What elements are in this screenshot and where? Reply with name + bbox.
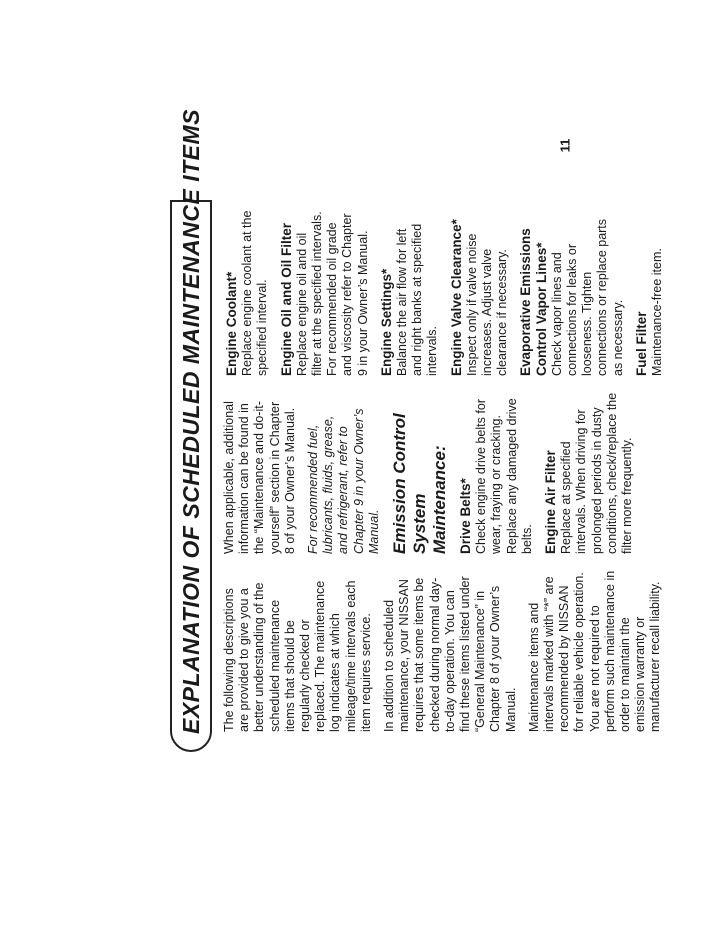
air-filter-heading: Engine Air Filter — [543, 450, 559, 554]
column-1 — [222, 570, 672, 732]
page-number: 11 — [557, 138, 573, 153]
fluids-reference-paragraph: For recommended fuel, lubricants, fluids, grease, and refrigerant, refer to Chapter 9 in your Owner’s Manual. — [306, 408, 381, 554]
additional-info-paragraph: When applicable, additional information can be found in the “Maintenance and do-it-yourself” section in Chapter 8 of your Owner’s Manual. — [222, 401, 297, 554]
column-3 — [222, 206, 673, 376]
settings-heading: Engine Settings* — [378, 268, 394, 376]
coolant-text: Replace engine coolant at the specified interval. — [240, 210, 270, 376]
evap-heading: Evaporative Emissions Control Vapor Lines* — [518, 228, 549, 376]
evap-text: Check vapor lines and connections for leaks or looseness. Tighten connections or replace parts as necessary. — [549, 218, 625, 376]
column-2 — [222, 392, 643, 554]
fuel-filter-text: Maintenance-free item. — [650, 248, 665, 376]
fuel-filter-heading: Fuel Filter — [633, 311, 649, 376]
valve-text: Inspect only if valve noise increases. Adjust valve clearance if necessary. — [464, 233, 510, 376]
air-filter-text: Replace at specified intervals. When driving for prolonged periods in dusty conditions, check/replace the filter more frequently. — [559, 392, 635, 554]
coolant-heading: Engine Coolant* — [224, 271, 239, 376]
emission-section-heading: Emission Control System Maintenance: — [390, 413, 450, 554]
oil-text: Replace engine oil and oil filter at the specified intervals. For recommended oil grade and viscosity refer to Chapter 9 in your Owner’s Manual. — [294, 211, 370, 376]
page-title: EXPLANATION OF SCHEDULED MAINTENANCE ITEMS — [177, 109, 204, 734]
valve-heading: Engine Valve Clearance* — [448, 219, 464, 376]
asterisk-note-paragraph: Maintenance items and intervals marked with “*” are recommended by NISSAN for reliable vehicle operation. You are not required to perform such maintenance in order to maintain the emission warranty or manufacturer recall liability. — [526, 570, 663, 732]
settings-text: Balance the air flow for left and right banks at specified intervals. — [395, 223, 440, 376]
oil-heading: Engine Oil and Oil Filter — [278, 222, 294, 376]
title-bar — [170, 109, 212, 752]
drive-belts-heading: Drive Belts* — [458, 478, 474, 554]
drive-belts-text: Check engine drive belts for wear, fraying or cracking. Replace any damaged drive belts. — [474, 398, 534, 554]
intro-paragraph: The following descriptions are provided to give you a better understanding of the scheduled maintenance items that should be regularly checked or replaced. The maintenance log indicates at which mileage/time intervals each item requires service. — [222, 580, 373, 732]
daily-check-paragraph: In addition to scheduled maintenance, your NISSAN requires that some items be checked during normal day-to-day operation. You can find these items listed under “General Maintenance” in Chapter 8 of your Owner’s Manual. — [382, 576, 518, 732]
